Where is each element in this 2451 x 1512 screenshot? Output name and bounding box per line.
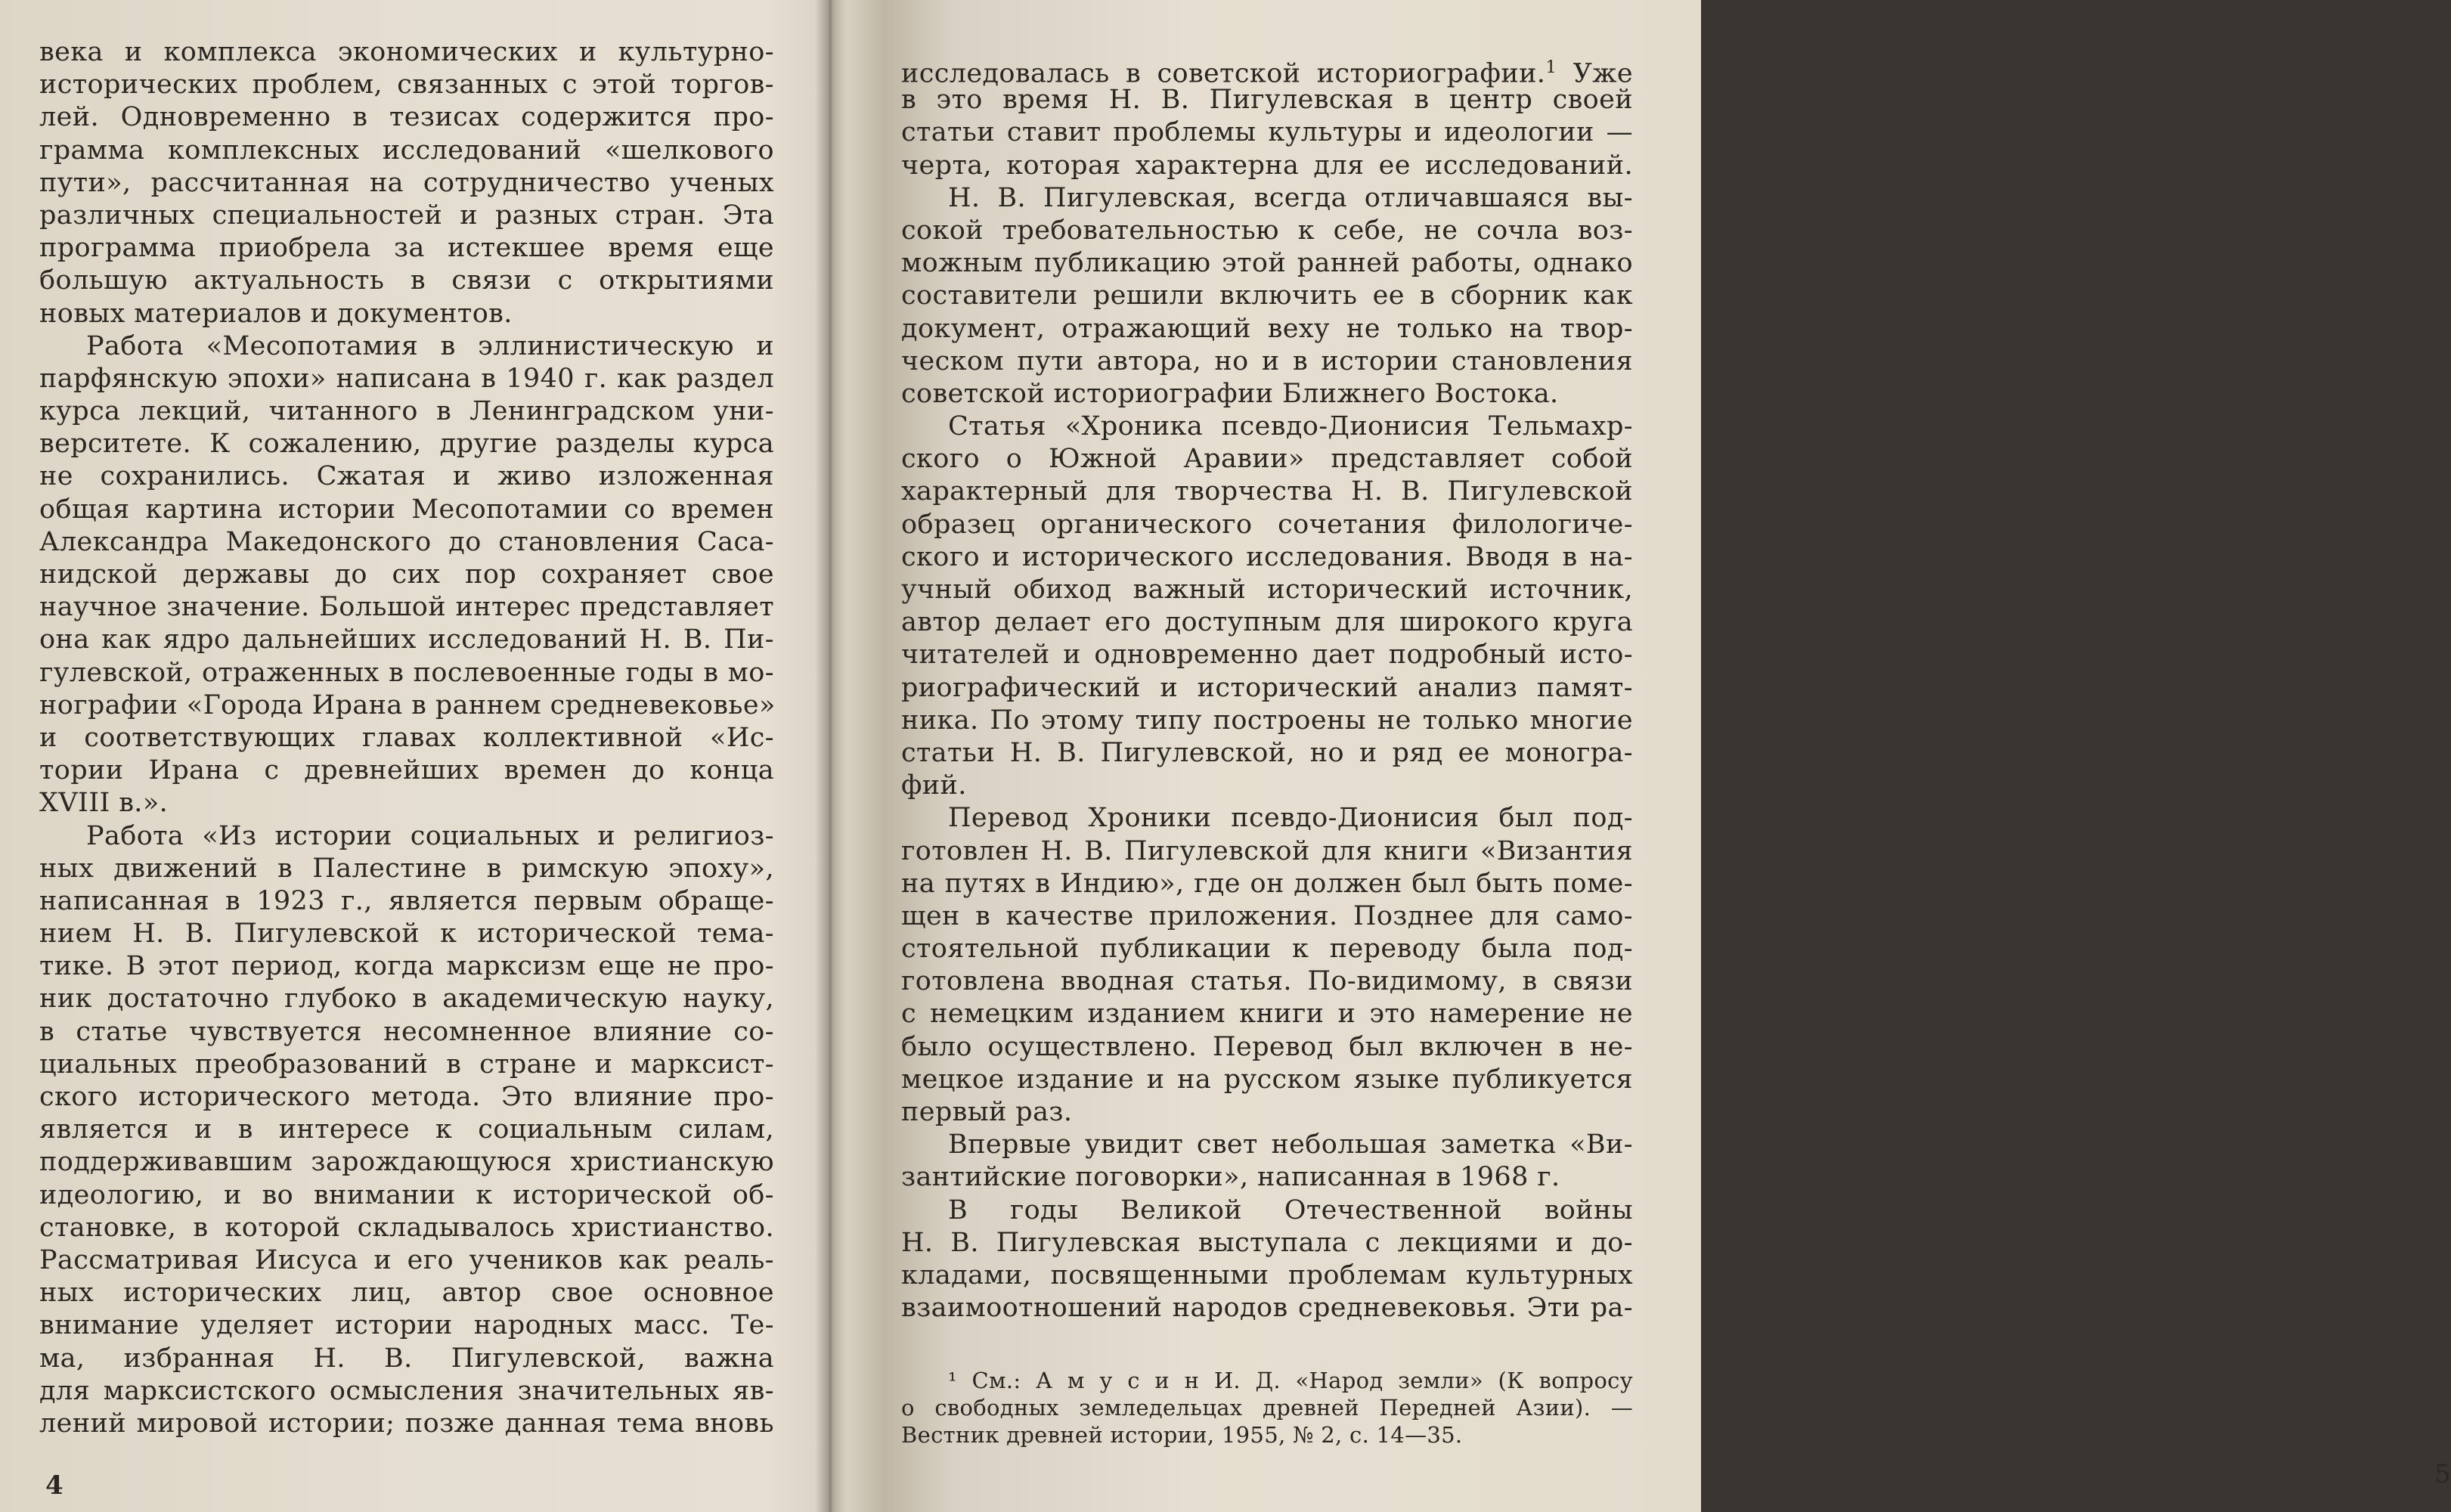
text-line: Н. В. Пигулевская выступала с лекциями и до- — [901, 1227, 1633, 1258]
text-line-segment: Уже — [1557, 58, 1633, 89]
text-line: зантийские поговорки», написанная в 1968 г. — [901, 1162, 1560, 1193]
text-line: Перевод Хроники псевдо-Дионисия был под- — [948, 803, 1633, 834]
text-line: для марксистского осмысления значительных яв- — [39, 1375, 774, 1406]
text-line: составители решили включить ее в сборник как — [901, 280, 1633, 311]
text-line: внимание уделяет истории народных масс. Те- — [39, 1310, 774, 1341]
text-line-segment: исследовалась в советской историографии. — [901, 58, 1546, 89]
text-line: фий. — [901, 770, 967, 801]
text-line: становке, в которой складывалось христианство. — [39, 1212, 774, 1243]
text-line: гулевской, отраженных в послевоенные годы в мо- — [39, 657, 774, 688]
text-line: курса лекций, читанного в Ленинградском уни- — [39, 396, 774, 427]
text-line: статьи ставит проблемы культуры и идеологии — — [901, 117, 1633, 148]
text-line: риографический и исторический анализ памят- — [901, 672, 1633, 703]
text-line: ского и исторического исследования. Вводя в на- — [901, 541, 1633, 572]
right-page-body — [901, 51, 1633, 1325]
left-page — [0, 0, 826, 1512]
text-line: о свободных земледельцах древней Передней Азии). — — [901, 1395, 1633, 1421]
text-line: ника. По этому типу построены не только многие — [901, 705, 1633, 736]
text-line: общая картина истории Месопотамии со времен — [39, 494, 774, 525]
text-line — [901, 51, 1633, 89]
text-line: тике. В этот период, когда марксизм еще не про- — [39, 951, 774, 982]
text-line: с немецким изданием книги и это намерение не — [901, 999, 1633, 1030]
text-line: читателей и одновременно дает подробный исто- — [901, 640, 1633, 671]
text-line: нидской державы до сих пор сохраняет свое — [39, 559, 774, 590]
text-line: готовлен Н. В. Пигулевской для книги «Византия — [901, 835, 1633, 866]
text-line: характерный для творчества Н. В. Пигулевской — [901, 476, 1633, 507]
text-line: Вестник древней истории, 1955, № 2, с. 14—35. — [901, 1422, 1463, 1448]
text-line: не сохранились. Сжатая и живо изложенная — [39, 461, 774, 492]
page-number-left: 4 — [45, 1470, 64, 1501]
text-line: сокой требовательностью к себе, не сочла воз- — [901, 215, 1633, 246]
text-line: является и в интересе к социальным силам, — [39, 1114, 774, 1145]
text-line: большую актуальность в связи с открытиями — [39, 265, 774, 296]
text-line: ма, избранная Н. В. Пигулевской, важна — [39, 1343, 774, 1374]
right-page — [826, 0, 2451, 1512]
text-line: и соответствующих главах коллективной «Ис- — [39, 722, 774, 753]
text-line: щен в качестве приложения. Позднее для само- — [901, 900, 1633, 931]
text-line: идеологию, и во внимании к исторической об- — [39, 1179, 774, 1210]
left-page-body — [39, 36, 774, 1440]
text-line: циальных преобразований в стране и марксист- — [39, 1049, 774, 1080]
text-line: Александра Македонского до становления Саса- — [39, 526, 774, 557]
text-line: программа приобрела за истекшее время еще — [39, 233, 774, 264]
text-line: Впервые увидит свет небольшая заметка «Ви- — [948, 1129, 1633, 1160]
text-line: было осуществлено. Перевод был включен в не- — [901, 1031, 1633, 1062]
text-line: образец органического сочетания филологиче- — [901, 509, 1633, 540]
text-line: Н. В. Пигулевская, всегда отличавшаяся вы- — [948, 182, 1633, 213]
text-line: взаимоотношений народов средневековья. Эти ра- — [901, 1293, 1633, 1324]
text-line: XVIII в.». — [39, 788, 169, 819]
text-line: пути», рассчитанная на сотрудничество ученых — [39, 167, 774, 198]
text-line: лей. Одновременно в тезисах содержится про- — [39, 102, 774, 133]
text-line: нографии «Города Ирана в раннем средневековье» — [39, 689, 776, 720]
text-line: ческом пути автора, но и в истории становления — [901, 345, 1633, 376]
text-line: ского о Южной Аравии» представляет собой — [901, 444, 1633, 475]
text-line: ных движений в Палестине в римскую эпоху», — [39, 853, 774, 884]
text-line: она как ядро дальнейших исследований Н. В. Пи- — [39, 624, 774, 655]
text-line: поддерживавшим зарождающуюся христианскую — [39, 1147, 774, 1178]
text-line: первый раз. — [901, 1097, 1073, 1127]
text-line: научное значение. Большой интерес представляет — [39, 592, 774, 623]
text-line: Работа «Из истории социальных и религиоз- — [86, 820, 774, 851]
text-line: кладами, посвященными проблемам культурных — [901, 1259, 1633, 1290]
text-line: ¹ См.: А м у с и н И. Д. «Народ земли» (К вопросу — [948, 1368, 1633, 1393]
text-line: Работа «Месопотамия в эллинистическую и — [86, 330, 774, 361]
text-line: Статья «Хроника псевдо-Дионисия Тельмахр- — [948, 411, 1633, 442]
text-line: исторических проблем, связанных с этой торгов- — [39, 70, 774, 101]
text-line: статьи Н. В. Пигулевской, но и ряд ее моногра- — [901, 737, 1633, 768]
text-line: черта, которая характерна для ее исследований. — [901, 150, 1633, 181]
text-line: В годы Великой Отечественной войны — [948, 1194, 1633, 1225]
text-line: на путях в Индию», где он должен был быть поме- — [901, 868, 1633, 899]
text-line: нием Н. В. Пигулевской к исторической тема- — [39, 919, 774, 950]
text-line: Рассматривая Иисуса и его учеников как реаль- — [39, 1244, 774, 1275]
text-line: стоятельной публикации к переводу была под- — [901, 934, 1633, 965]
text-line: учный обиход важный исторический источник, — [901, 575, 1633, 605]
text-line: ского исторического метода. Это влияние про- — [39, 1082, 774, 1112]
text-line: в это время Н. В. Пигулевская в центр своей — [901, 85, 1633, 116]
text-line: документ, отражающий веху не только на твор- — [901, 313, 1633, 344]
text-line: ник достаточно глубоко в академическую науку, — [39, 984, 774, 1015]
text-line: советской историографии Ближнего Востока. — [901, 378, 1559, 409]
text-line: можным публикацию этой ранней работы, однако — [901, 248, 1633, 279]
page-number-right: 5 — [2434, 1459, 2451, 1489]
text-line: лений мировой истории; позже данная тема вновь — [39, 1408, 774, 1439]
text-line: мецкое издание и на русском языке публикуется — [901, 1064, 1633, 1095]
text-line: написанная в 1923 г., является первым обраще- — [39, 885, 774, 916]
text-line: ных исторических лиц, автор свое основное — [39, 1278, 774, 1309]
text-line: парфянскую эпохи» написана в 1940 г. как раздел — [39, 363, 774, 394]
text-line: века и комплекса экономических и культурно- — [39, 37, 774, 67]
text-line: верситете. К сожалению, другие разделы курса — [39, 429, 774, 460]
text-line: автор делает его доступным для широкого круга — [901, 607, 1633, 638]
text-line: тории Ирана с древнейших времен до конца — [39, 755, 774, 786]
text-line: грамма комплексных исследований «шелкового — [39, 135, 774, 166]
text-line: в статье чувствуется несомненное влияние со- — [39, 1016, 774, 1047]
footnote-marker: 1 — [1545, 57, 1557, 77]
text-line: новых материалов и документов. — [39, 298, 513, 329]
text-line: различных специальностей и разных стран. Эта — [39, 200, 774, 231]
footnote — [901, 1367, 1633, 1448]
text-line: готовлена вводная статья. По-видимому, в связи — [901, 966, 1633, 997]
